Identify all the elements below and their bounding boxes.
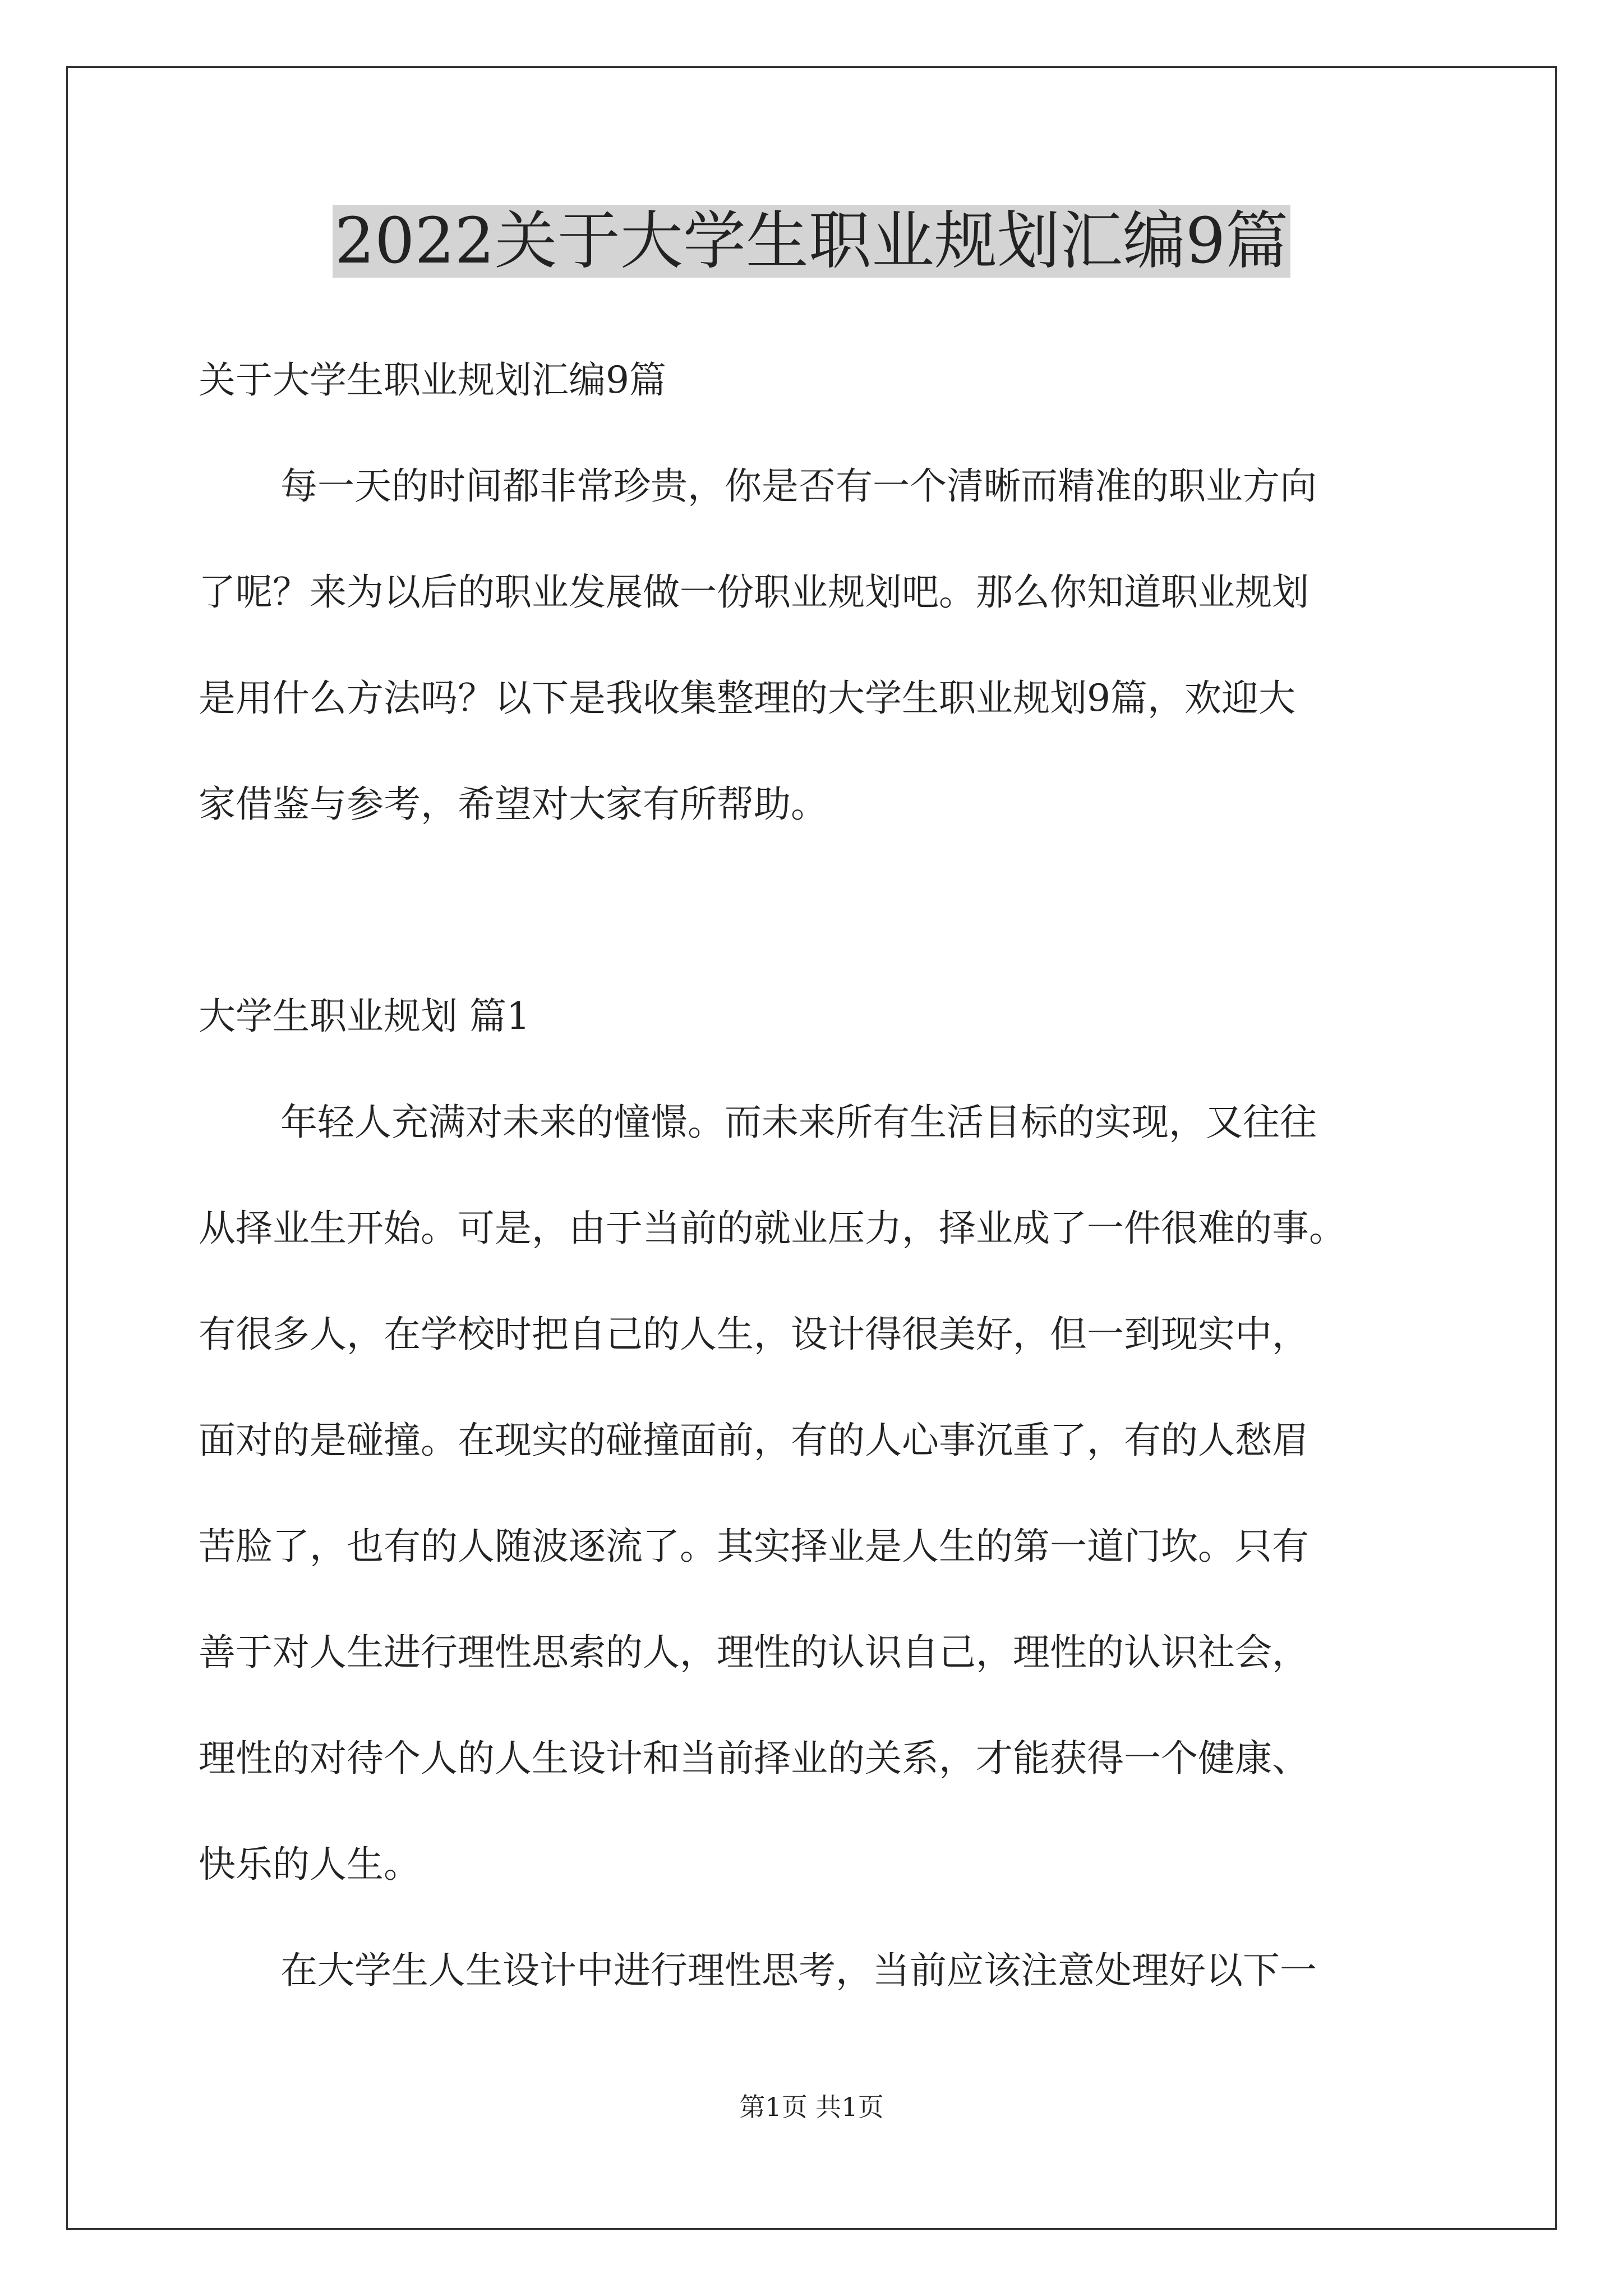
section-line: 面对的是碰撞。在现实的碰撞面前，有的人心事沉重了，有的人愁眉 [199,1419,1309,1462]
intro-line: 家借鉴与参考，希望对大家有所帮助。 [199,783,828,826]
intro-line: 每一天的时间都非常珍贵，你是否有一个清晰而精准的职业方向 [280,464,1317,508]
section-line: 从择业生开始。可是，由于当前的就业压力，择业成了一件很难的事。 [199,1207,1346,1250]
document-title: 2022关于大学生职业规划汇编9篇 [0,202,1623,280]
intro-line: 是用什么方法吗？以下是我收集整理的大学生职业规划9篇，欢迎大 [199,677,1295,720]
intro-line: 了呢？来为以后的职业发展做一份职业规划吧。那么你知道职业规划 [199,570,1309,614]
section-line: 有很多人，在学校时把自己的人生，设计得很美好，但一到现实中， [199,1313,1309,1356]
document-subtitle: 关于大学生职业规划汇编9篇 [199,358,666,402]
section-line: 善于对人生进行理性思索的人，理性的认识自己，理性的认识社会， [199,1631,1309,1674]
section-line: 苦脸了，也有的人随波逐流了。其实择业是人生的第一道门坎。只有 [199,1525,1309,1568]
section-line: 快乐的人生。 [199,1843,421,1886]
section-heading: 大学生职业规划 篇1 [199,995,530,1038]
section-line: 理性的对待个人的人生设计和当前择业的关系，才能获得一个健康、 [199,1737,1309,1780]
section-line: 年轻人充满对未来的憧憬。而未来所有生活目标的实现，又往往 [280,1101,1317,1144]
paragraph-line: 在大学生人生设计中进行理性思考，当前应该注意处理好以下一 [280,1949,1317,1992]
page-footer: 第1页 共1页 [739,2092,884,2122]
